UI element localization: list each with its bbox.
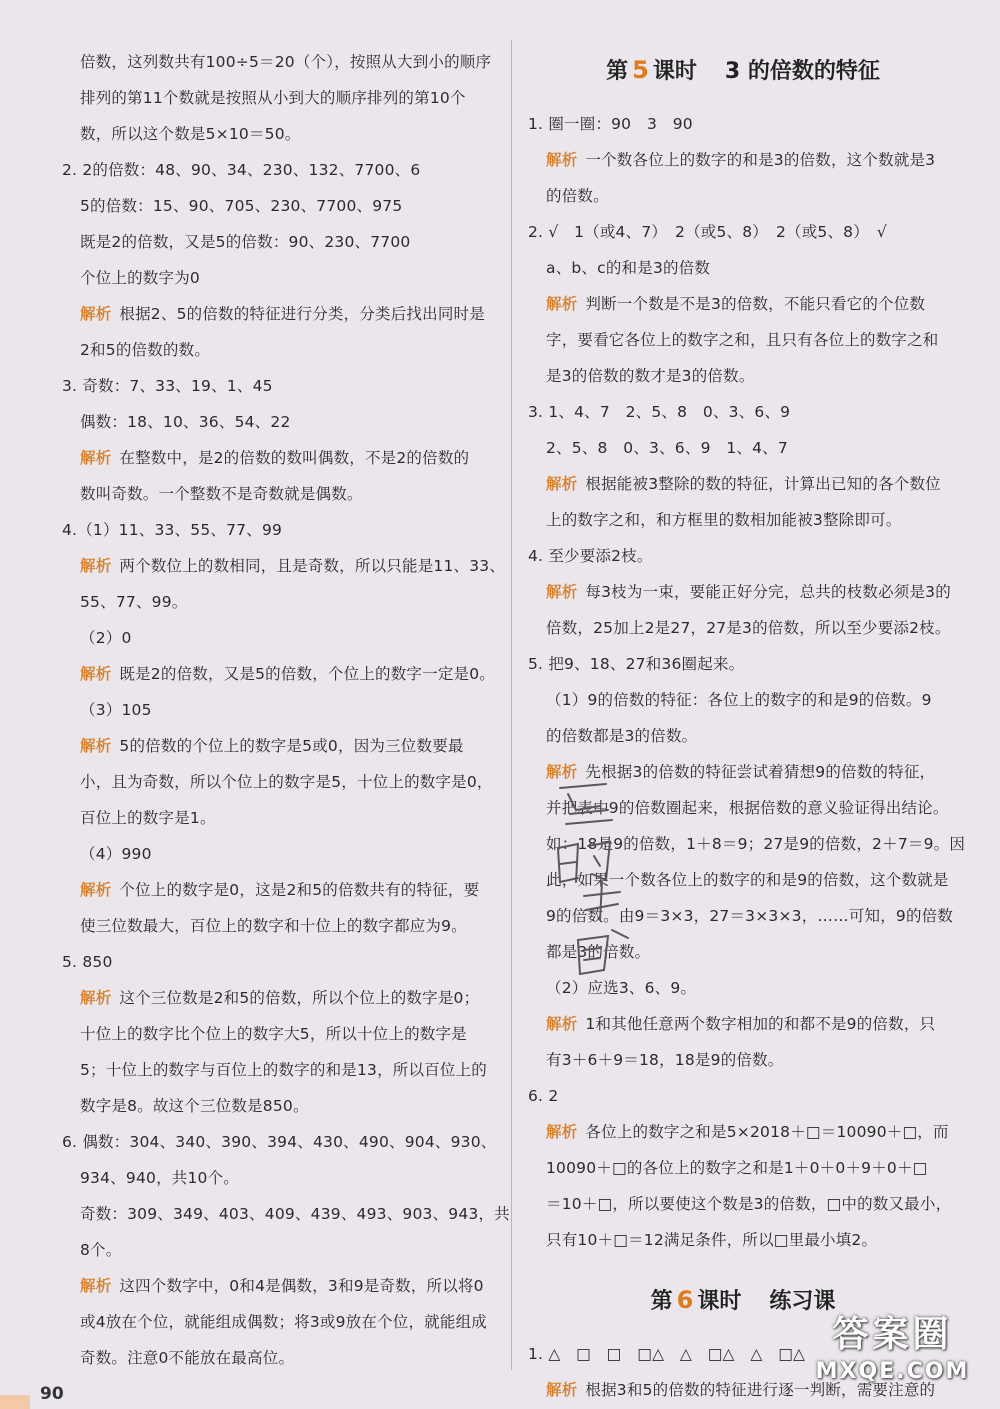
right-column xyxy=(528,44,966,1408)
line-text: （2）应选3、6、9。 xyxy=(546,979,697,997)
line-text: ＝10＋□，所以要使这个数是3的倍数，□中的数又最小， xyxy=(546,1195,952,1213)
section-5-title xyxy=(528,50,958,90)
line-text: 每3枝为一束，要能正好分完，总共的枝数必须是3的 xyxy=(585,583,951,601)
line-text: 6. 2 xyxy=(528,1087,559,1105)
line-text: 排列的第11个数就是按照从小到大的顺序排列的第10个 xyxy=(80,89,466,107)
text-line xyxy=(62,476,492,512)
analysis-tag: 解析 xyxy=(80,737,112,755)
line-text: 4.（1）11、33、55、77、99 xyxy=(62,521,283,539)
text-line xyxy=(528,574,958,610)
line-text: 并把表中9的倍数圈起来，根据倍数的意义验证得出结论。 xyxy=(546,799,949,817)
text-line xyxy=(62,80,492,116)
text-line xyxy=(528,826,966,862)
line-text: 数叫奇数。一个整数不是奇数就是偶数。 xyxy=(80,485,363,503)
line-text: 10090＋□的各位上的数字之和是1＋0＋0＋9＋0＋□ xyxy=(546,1159,928,1177)
text-line xyxy=(62,584,492,620)
line-text: 既是2的倍数，又是5的倍数：90、230、7700 xyxy=(80,233,411,251)
text-line xyxy=(528,610,958,646)
text-line xyxy=(62,188,492,224)
text-line xyxy=(528,286,958,322)
line-text: 一个数各位上的数字的和是3的倍数，这个数就是3 xyxy=(585,151,936,169)
text-line xyxy=(62,692,492,728)
line-text: 倍数，这列数共有100÷5＝20（个），按照从大到小的顺序 xyxy=(80,53,492,71)
line-text: 数，所以这个数是5×10＝50。 xyxy=(80,125,301,143)
text-line xyxy=(528,646,958,682)
line-text: （3）105 xyxy=(80,701,152,719)
line-text: 或4放在个位，就能组成偶数；将3或9放在个位，就能组成 xyxy=(80,1313,487,1331)
text-line xyxy=(528,394,958,430)
text-line xyxy=(62,440,492,476)
corner-tab xyxy=(0,1395,30,1409)
text-line xyxy=(528,1042,958,1078)
line-text: 奇数：309、349、403、409、439、493、903、943，共 xyxy=(80,1205,510,1223)
line-text: （2）0 xyxy=(80,629,132,647)
text-line xyxy=(62,728,492,764)
text-line xyxy=(62,332,492,368)
analysis-tag: 解析 xyxy=(80,989,112,1007)
watermark-url: MXQE.COM xyxy=(815,1359,970,1384)
text-line xyxy=(528,1186,958,1222)
line-text: 如：18是9的倍数，1＋8＝9；27是9的倍数，2＋7＝9。因 xyxy=(546,835,966,853)
text-line xyxy=(62,260,492,296)
text-line xyxy=(528,754,958,790)
text-line xyxy=(62,296,492,332)
text-line xyxy=(528,1078,958,1114)
line-text: 5；十位上的数字与百位上的数字的和是13，所以百位上的 xyxy=(80,1061,487,1079)
text-line xyxy=(62,152,492,188)
line-text: 判断一个数是不是3的倍数，不能只看它的个位数 xyxy=(585,295,926,313)
analysis-tag: 解析 xyxy=(80,557,112,575)
section-5-number: 5 xyxy=(632,56,649,84)
line-text: 都是3的倍数。 xyxy=(546,943,651,961)
line-text: 先根据3的倍数的特征尝试着猜想9的倍数的特征， xyxy=(585,763,936,781)
text-line xyxy=(62,1232,492,1268)
text-line xyxy=(528,250,958,286)
text-line xyxy=(528,898,958,934)
line-text: 在整数中，是2的倍数的数叫偶数，不是2的倍数的 xyxy=(119,449,470,467)
text-line xyxy=(528,142,958,178)
section-6-suffix: 课时 xyxy=(697,1289,742,1314)
text-line xyxy=(62,1340,492,1376)
text-line xyxy=(528,934,958,970)
line-text: 5的倍数：15、90、705、230、7700、975 xyxy=(80,197,403,215)
line-text: 数字是8。故这个三位数是850。 xyxy=(80,1097,309,1115)
text-line xyxy=(62,872,492,908)
text-line xyxy=(62,224,492,260)
text-line xyxy=(528,1150,958,1186)
text-line xyxy=(62,368,492,404)
analysis-tag: 解析 xyxy=(546,475,578,493)
line-text: a、b、c的和是3的倍数 xyxy=(546,259,711,277)
analysis-tag: 解析 xyxy=(80,1277,112,1295)
text-line xyxy=(62,908,492,944)
line-text: 的倍数。 xyxy=(546,187,609,205)
text-line xyxy=(62,620,492,656)
text-line xyxy=(528,718,958,754)
text-line xyxy=(528,214,958,250)
line-text: 2. √ 1（或4、7） 2（或5、8） 2（或5、8） √ xyxy=(528,223,887,241)
text-line xyxy=(62,512,492,548)
line-text: 使三位数最大，百位上的数字和十位上的数字都应为9。 xyxy=(80,917,467,935)
analysis-tag: 解析 xyxy=(546,763,578,781)
analysis-tag: 解析 xyxy=(546,151,578,169)
text-line xyxy=(528,970,958,1006)
line-text: 8个。 xyxy=(80,1241,122,1259)
analysis-tag: 解析 xyxy=(80,305,112,323)
line-text: 9的倍数。由9＝3×3，27＝3×3×3，……可知，9的倍数 xyxy=(546,907,954,925)
text-line xyxy=(528,178,958,214)
text-line xyxy=(528,790,958,826)
text-line xyxy=(62,764,492,800)
left-column xyxy=(62,44,510,1376)
text-line xyxy=(62,548,506,584)
line-text: 2. 2的倍数：48、90、34、230、132、7700、6 xyxy=(62,161,421,179)
line-text: 5的倍数的个位上的数字是5或0，因为三位数要最 xyxy=(119,737,464,755)
text-line xyxy=(62,656,495,692)
text-line xyxy=(62,944,492,980)
text-line xyxy=(62,44,492,80)
text-line xyxy=(528,358,958,394)
watermark-logo-text: 答案圈 xyxy=(832,1314,953,1355)
line-text: 1. 圈一圈：90 3 90 xyxy=(528,115,693,133)
line-text: 偶数：18、10、36、54、22 xyxy=(80,413,291,431)
line-text: 5. 850 xyxy=(62,953,113,971)
line-text: 各位上的数字之和是5×2018＋□＝10090＋□，而 xyxy=(585,1123,949,1141)
text-line xyxy=(62,980,492,1016)
watermark xyxy=(790,1312,995,1404)
analysis-tag: 解析 xyxy=(546,1381,578,1399)
line-text: 6. 偶数：304、340、390、394、430、490、904、930、 xyxy=(62,1133,497,1151)
line-text: 这四个数字中，0和4是偶数，3和9是奇数，所以将0 xyxy=(119,1277,484,1295)
analysis-tag: 解析 xyxy=(546,1015,578,1033)
line-text: 根据能被3整除的数的特征，计算出已知的各个数位 xyxy=(585,475,941,493)
analysis-tag: 解析 xyxy=(80,665,112,683)
text-line xyxy=(528,502,958,538)
text-line xyxy=(528,430,958,466)
text-line xyxy=(528,1006,958,1042)
line-text: 934、940，共10个。 xyxy=(80,1169,239,1187)
analysis-tag: 解析 xyxy=(546,1123,578,1141)
page-number: 90 xyxy=(40,1384,64,1404)
line-text: 4. 至少要添2枝。 xyxy=(528,547,653,565)
text-line xyxy=(62,1304,492,1340)
column-divider xyxy=(511,40,512,1370)
line-text: 个位上的数字是0，这是2和5的倍数共有的特征，要 xyxy=(119,881,480,899)
line-text: 5. 把9、18、27和36圈起来。 xyxy=(528,655,745,673)
line-text: 既是2的倍数，又是5的倍数，个位上的数字一定是0。 xyxy=(119,665,495,683)
line-text: 根据3和5的倍数的特征进行逐一判断，需要注意的 xyxy=(585,1381,936,1399)
text-line xyxy=(62,1268,492,1304)
analysis-tag: 解析 xyxy=(80,449,112,467)
line-text: 个位上的数字为0 xyxy=(80,269,200,287)
line-text: 3. 1、4、7 2、5、8 0、3、6、9 xyxy=(528,403,791,421)
section-5-topic: 3 的倍数的特征 xyxy=(724,59,880,84)
text-line xyxy=(62,1016,492,1052)
line-text: 字，要看它各位上的数字之和，且只有各位上的数字之和 xyxy=(546,331,939,349)
section-6-number: 6 xyxy=(676,1286,694,1314)
line-text: 此，如果一个数各位上的数字的和是9的倍数，这个数就是 xyxy=(546,871,949,889)
line-text: 有3＋6＋9＝18，18是9的倍数。 xyxy=(546,1051,784,1069)
line-text: 是3的倍数的数才是3的倍数。 xyxy=(546,367,755,385)
text-line xyxy=(62,1124,497,1160)
text-line xyxy=(62,116,492,152)
section-5-prefix: 第 xyxy=(606,59,629,84)
text-line xyxy=(62,1160,492,1196)
analysis-tag: 解析 xyxy=(80,881,112,899)
text-line xyxy=(528,1222,958,1258)
line-text: 1. △ □ □ □△ △ □△ △ □△ xyxy=(528,1345,806,1363)
line-text: 奇数。注意0不能放在最高位。 xyxy=(80,1349,295,1367)
text-line xyxy=(528,862,958,898)
text-line xyxy=(62,1088,492,1124)
line-text: （4）990 xyxy=(80,845,152,863)
text-line xyxy=(62,800,492,836)
text-line xyxy=(528,1114,958,1150)
line-text: 上的数字之和，和方框里的数相加能被3整除即可。 xyxy=(546,511,902,529)
line-text: 百位上的数字是1。 xyxy=(80,809,216,827)
text-line xyxy=(62,836,492,872)
line-text: 的倍数都是3的倍数。 xyxy=(546,727,698,745)
line-text: 1和其他任意两个数字相加的和都不是9的倍数，只 xyxy=(585,1015,936,1033)
line-text: 小，且为奇数，所以个位上的数字是5，十位上的数字是0， xyxy=(80,773,493,791)
text-line xyxy=(528,106,958,142)
text-line xyxy=(528,538,958,574)
line-text: 3. 奇数：7、33、19、1、45 xyxy=(62,377,273,395)
line-text: 2和5的倍数的数。 xyxy=(80,341,211,359)
section-5-suffix: 课时 xyxy=(652,59,697,84)
text-line xyxy=(528,466,958,502)
section-6-prefix: 第 xyxy=(650,1289,673,1314)
line-text: 两个数位上的数相同，且是奇数，所以只能是11、33、 xyxy=(119,557,506,575)
line-text: （1）9的倍数的特征：各位上的数字的和是9的倍数。9 xyxy=(546,691,932,709)
section-5-answers xyxy=(528,106,966,1258)
line-text: 倍数，25加上2是27，27是3的倍数，所以至少要添2枝。 xyxy=(546,619,951,637)
text-line xyxy=(528,322,958,358)
line-text: 55、77、99。 xyxy=(80,593,188,611)
section-6-topic: 练习课 xyxy=(769,1289,836,1314)
analysis-tag: 解析 xyxy=(546,583,578,601)
text-line xyxy=(62,1196,510,1232)
text-line xyxy=(62,1052,492,1088)
text-line xyxy=(62,404,492,440)
analysis-tag: 解析 xyxy=(546,295,578,313)
line-text: 根据2、5的倍数的特征进行分类，分类后找出同时是 xyxy=(119,305,485,323)
line-text: 十位上的数字比个位上的数字大5，所以十位上的数字是 xyxy=(80,1025,467,1043)
text-line xyxy=(528,682,958,718)
line-text: 这个三位数是2和5的倍数，所以个位上的数字是0； xyxy=(119,989,480,1007)
line-text: 2、5、8 0、3、6、9 1、4、7 xyxy=(546,439,788,457)
line-text: 只有10＋□＝12满足条件，所以□里最小填2。 xyxy=(546,1231,878,1249)
